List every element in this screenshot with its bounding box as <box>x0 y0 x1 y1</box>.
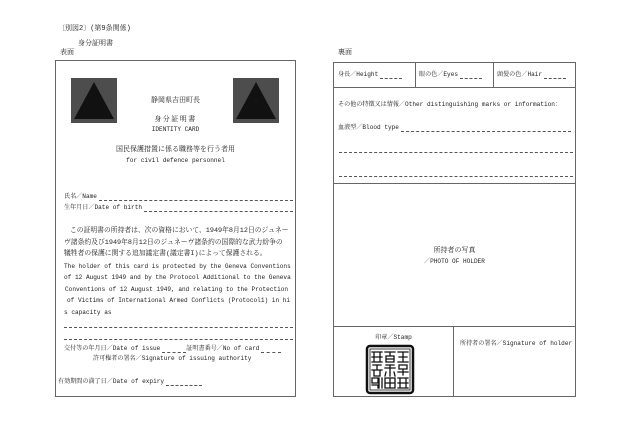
issuer-signature-label: 許可権者の署名／Signature of issuing authority <box>93 355 252 362</box>
appendix-label: 〔別図2〕(第9条関係) <box>58 25 131 33</box>
official-seal-icon <box>365 344 415 395</box>
hair-cell <box>497 71 566 79</box>
other-marks-row <box>338 101 561 109</box>
blood-type-row <box>338 124 571 132</box>
eyes-label: 眼の色／Eyes <box>419 71 459 78</box>
blood-type-blank <box>401 125 571 132</box>
card-title-en: IDENTITY CARD <box>151 126 200 133</box>
other-info-blank-line <box>339 176 573 177</box>
other-marks-label: その他の特徴又は情報／Other distinguishing marks or information： <box>338 101 562 108</box>
issue-row <box>64 345 281 353</box>
eyes-blank <box>460 72 482 79</box>
dob-blank <box>144 205 293 212</box>
statement-line: 犠牲者の保護に関する追加議定書(議定書I)によって保護される。 <box>64 250 267 258</box>
stamp-label: 印章／Stamp <box>375 334 412 341</box>
expiry-row <box>58 378 202 386</box>
name-row <box>64 193 293 201</box>
front-side-label: 表面 <box>60 49 74 57</box>
statement-line: of 12 August 1949 and by the Protocol Additional to the Geneva <box>64 274 291 281</box>
height-label: 身長／Height <box>338 71 379 78</box>
statement-line: s capacity as <box>64 308 112 316</box>
name-label: 氏名／Name <box>64 193 97 200</box>
statement-line: ヴ諸条約及び1949年8月12日のジュネーヴ諸条約の国際的な武力紛争の <box>64 238 283 247</box>
divider <box>334 87 575 88</box>
card-number-blank <box>261 346 281 353</box>
card-number-label: 証明書番号／No of card <box>186 345 260 352</box>
expiry-blank <box>166 379 202 386</box>
statement-line: この証明書の所持者は、次の資格において、1949年8月12日のジュネー <box>70 227 289 235</box>
purpose-ja: 国民保護措置に係る職務等を行う者用 <box>116 146 235 154</box>
divider <box>415 63 416 87</box>
document-title: 身分証明書 <box>78 40 113 48</box>
divider <box>334 183 575 184</box>
protection-statement <box>64 226 295 318</box>
expiry-label: 有効期間の満了日／Date of expiry <box>58 378 165 385</box>
card-front <box>55 60 296 397</box>
card-back <box>333 62 576 397</box>
blood-type-label: 血液型／Blood type <box>338 124 399 131</box>
name-blank <box>99 194 293 201</box>
statement-line: Conventions of 12 August 1949, and relating to the Protection <box>65 285 289 293</box>
hair-blank <box>544 72 566 79</box>
hair-label: 頭髪の色／Hair <box>497 71 543 78</box>
holder-signature-label: 所持者の署名／Signature of holder <box>460 340 573 347</box>
eyes-cell <box>419 71 482 79</box>
issue-date-blank <box>162 346 186 353</box>
capacity-blank-line <box>64 339 293 340</box>
statement-line: of Victims of International Armed Conflicts (Protocol1) in hi <box>67 297 291 304</box>
issuer-signature-row <box>93 355 251 363</box>
issue-date-label: 交付等の年月日／Date of issue <box>64 345 161 352</box>
capacity-blank-line <box>64 327 293 328</box>
photo-label-en: ／PHOTO OF HOLDER <box>424 258 485 265</box>
holder-signature-row <box>460 340 572 348</box>
dob-label: 生年月日／Date of birth <box>64 204 143 211</box>
statement-line: The holder of this card is protected by the Geneva Conventions <box>64 262 291 270</box>
purpose-en: for civil defence personnel <box>126 157 225 164</box>
divider <box>453 326 454 397</box>
divider <box>493 63 494 87</box>
card-title-ja: 身分証明書 <box>154 116 197 124</box>
issuer-name: 静岡県吉田町長 <box>151 97 200 105</box>
divider <box>334 326 575 327</box>
other-info-blank-line <box>339 152 573 153</box>
dob-row <box>64 204 293 212</box>
height-cell <box>338 71 402 79</box>
photo-label-ja: 所持者の写真 <box>433 247 476 255</box>
back-side-label: 裏面 <box>338 49 352 57</box>
height-blank <box>380 72 402 79</box>
